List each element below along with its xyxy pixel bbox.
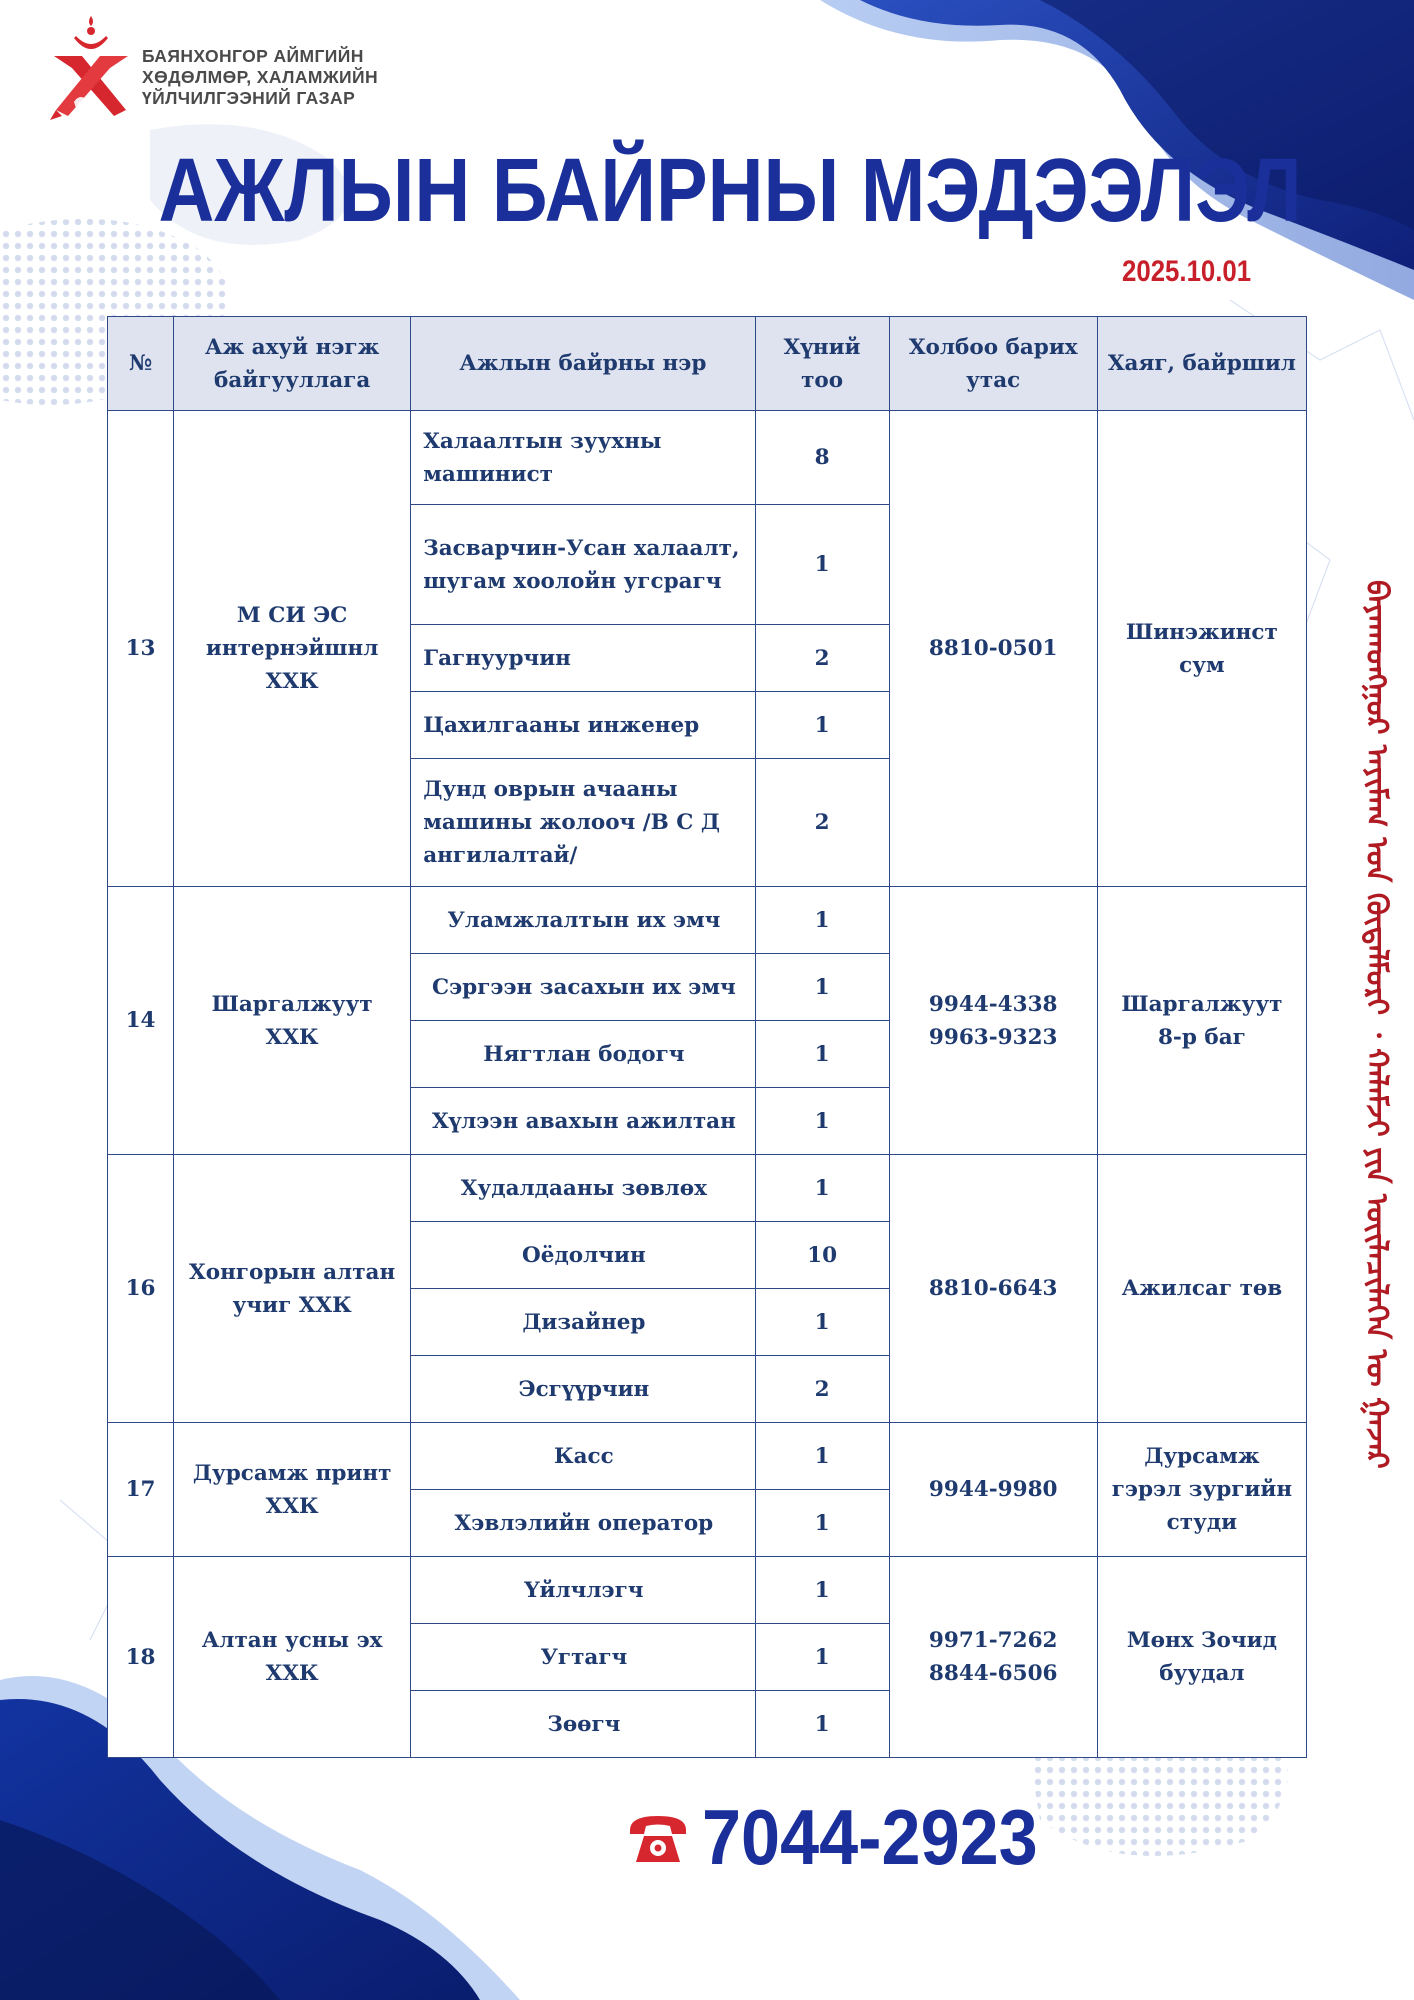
table-row (108, 1155, 1307, 1222)
job-title-cell: Сэргээн засахын их эмч (411, 954, 755, 1021)
address-cell: Шинэжинст сум (1097, 411, 1306, 887)
contact-phone-number: 7044-2923 (702, 1793, 1038, 1881)
job-title-cell: Касс (411, 1423, 755, 1490)
job-title-cell: Эсгүүрчин (411, 1356, 755, 1423)
organization-cell: Дурсамж принт ХХК (174, 1423, 411, 1557)
job-title-cell: Засварчин-Усан халаалт, шугам хоолойн угсрагч (411, 505, 755, 625)
job-title-cell: Оёдолчин (411, 1222, 755, 1289)
column-header-headcount: Хүний тоо (755, 317, 889, 411)
table-row (108, 1423, 1307, 1490)
org-name-line: ХӨДӨЛМӨР, ХАЛАМЖИЙН (142, 67, 379, 87)
headcount-cell: 1 (755, 1021, 889, 1088)
phone-cell: 9944-4338 9963-9323 (889, 887, 1097, 1155)
headcount-cell: 1 (755, 887, 889, 954)
column-header-organization: Аж ахуй нэгж байгууллага (174, 317, 411, 411)
address-cell: Ажилсаг төв (1097, 1155, 1306, 1423)
address-cell: Шаргалжуут 8-р баг (1097, 887, 1306, 1155)
telephone-icon (626, 1808, 690, 1868)
headcount-cell: 1 (755, 1624, 889, 1691)
column-header-job-title: Ажлын байрны нэр (411, 317, 755, 411)
job-listings-table (107, 316, 1307, 1758)
organization-cell: Алтан усны эх ХХК (174, 1557, 411, 1758)
phone-cell: 8810-6643 (889, 1155, 1097, 1423)
address-cell: Мөнх Зочид буудал (1097, 1557, 1306, 1758)
headcount-cell: 2 (755, 625, 889, 692)
headcount-cell: 1 (755, 1423, 889, 1490)
row-number: 13 (108, 411, 174, 887)
org-name-line: ҮЙЛЧИЛГЭЭНИЙ ГАЗАР (142, 88, 356, 108)
headcount-cell: 1 (755, 505, 889, 625)
headcount-cell: 1 (755, 954, 889, 1021)
job-title-cell: Цахилгааны инженер (411, 692, 755, 759)
job-title-cell: Үйлчлэгч (411, 1557, 755, 1624)
headcount-cell: 1 (755, 1155, 889, 1222)
headcount-cell: 1 (755, 1289, 889, 1356)
organization-cell: Шаргалжуут ХХК (174, 887, 411, 1155)
phone-cell: 8810-0501 (889, 411, 1097, 887)
headcount-cell: 1 (755, 1088, 889, 1155)
job-title-cell: Зөөгч (411, 1691, 755, 1758)
vertical-mongolian-script: ᠪᠠᠶᠠᠨᠬᠣᠩᠭᠤᠷ ᠠᠶᠢᠮᠠᠭ ᠤᠨ ᠬᠥᠳᠡᠯᠮᠦᠷᠢ ᠂ ᠬᠠᠯᠠᠮᠵᠢ ᠶᠢᠨ ᠦᠢᠯᠡᠴᠢᠯᠡᠭᠡᠨ ᠦ ᠭᠠᠵᠠᠷ (1359, 580, 1394, 1469)
table-header-row (108, 317, 1307, 411)
org-name-line: БАЯНХОНГОР АЙМГИЙН (142, 46, 364, 66)
job-title-cell: Халаалтын зуухны машинист (411, 411, 755, 505)
phone-cell: 9944-9980 (889, 1423, 1097, 1557)
job-title-cell: Угтагч (411, 1624, 755, 1691)
job-title-cell: Нягтлан бодогч (411, 1021, 755, 1088)
table-row (108, 411, 1307, 505)
contact-phone (626, 1792, 1075, 1883)
job-title-cell: Худалдааны зөвлөх (411, 1155, 755, 1222)
job-title-cell: Хүлээн авахын ажилтан (411, 1088, 755, 1155)
job-title-cell: Уламжлалтын их эмч (411, 887, 755, 954)
phone-cell: 9971-7262 8844-6506 (889, 1557, 1097, 1758)
headcount-cell: 8 (755, 411, 889, 505)
row-number: 16 (108, 1155, 174, 1423)
page-title: АЖЛЫН БАЙРНЫ МЭДЭЭЛЭЛ (158, 141, 1302, 241)
organization-name (142, 46, 378, 109)
headcount-cell: 1 (755, 1557, 889, 1624)
publication-date: 2025.10.01 (1122, 255, 1252, 288)
job-title-cell: Дунд оврын ачааны машины жолооч /В С Д ангилалтай/ (411, 759, 755, 887)
table-row (108, 1557, 1307, 1624)
headcount-cell: 1 (755, 1490, 889, 1557)
job-title-cell: Дизайнер (411, 1289, 755, 1356)
column-header-address: Хаяг, байршил (1097, 317, 1306, 411)
job-title-cell: Хэвлэлийн оператор (411, 1490, 755, 1557)
headcount-cell: 1 (755, 692, 889, 759)
address-cell: Дурсамж гэрэл зургийн студи (1097, 1423, 1306, 1557)
job-title-cell: Гагнуурчин (411, 625, 755, 692)
row-number: 17 (108, 1423, 174, 1557)
row-number: 14 (108, 887, 174, 1155)
headcount-cell: 2 (755, 1356, 889, 1423)
row-number: 18 (108, 1557, 174, 1758)
organization-cell: М СИ ЭС интернэйшнл ХХК (174, 411, 411, 887)
organization-cell: Хонгорын алтан учиг ХХК (174, 1155, 411, 1423)
headcount-cell: 10 (755, 1222, 889, 1289)
column-header-number: № (108, 317, 174, 411)
headcount-cell: 1 (755, 1691, 889, 1758)
table-row (108, 887, 1307, 954)
organization-logo (46, 12, 136, 122)
headcount-cell: 2 (755, 759, 889, 887)
column-header-phone: Холбоо барих утас (889, 317, 1097, 411)
